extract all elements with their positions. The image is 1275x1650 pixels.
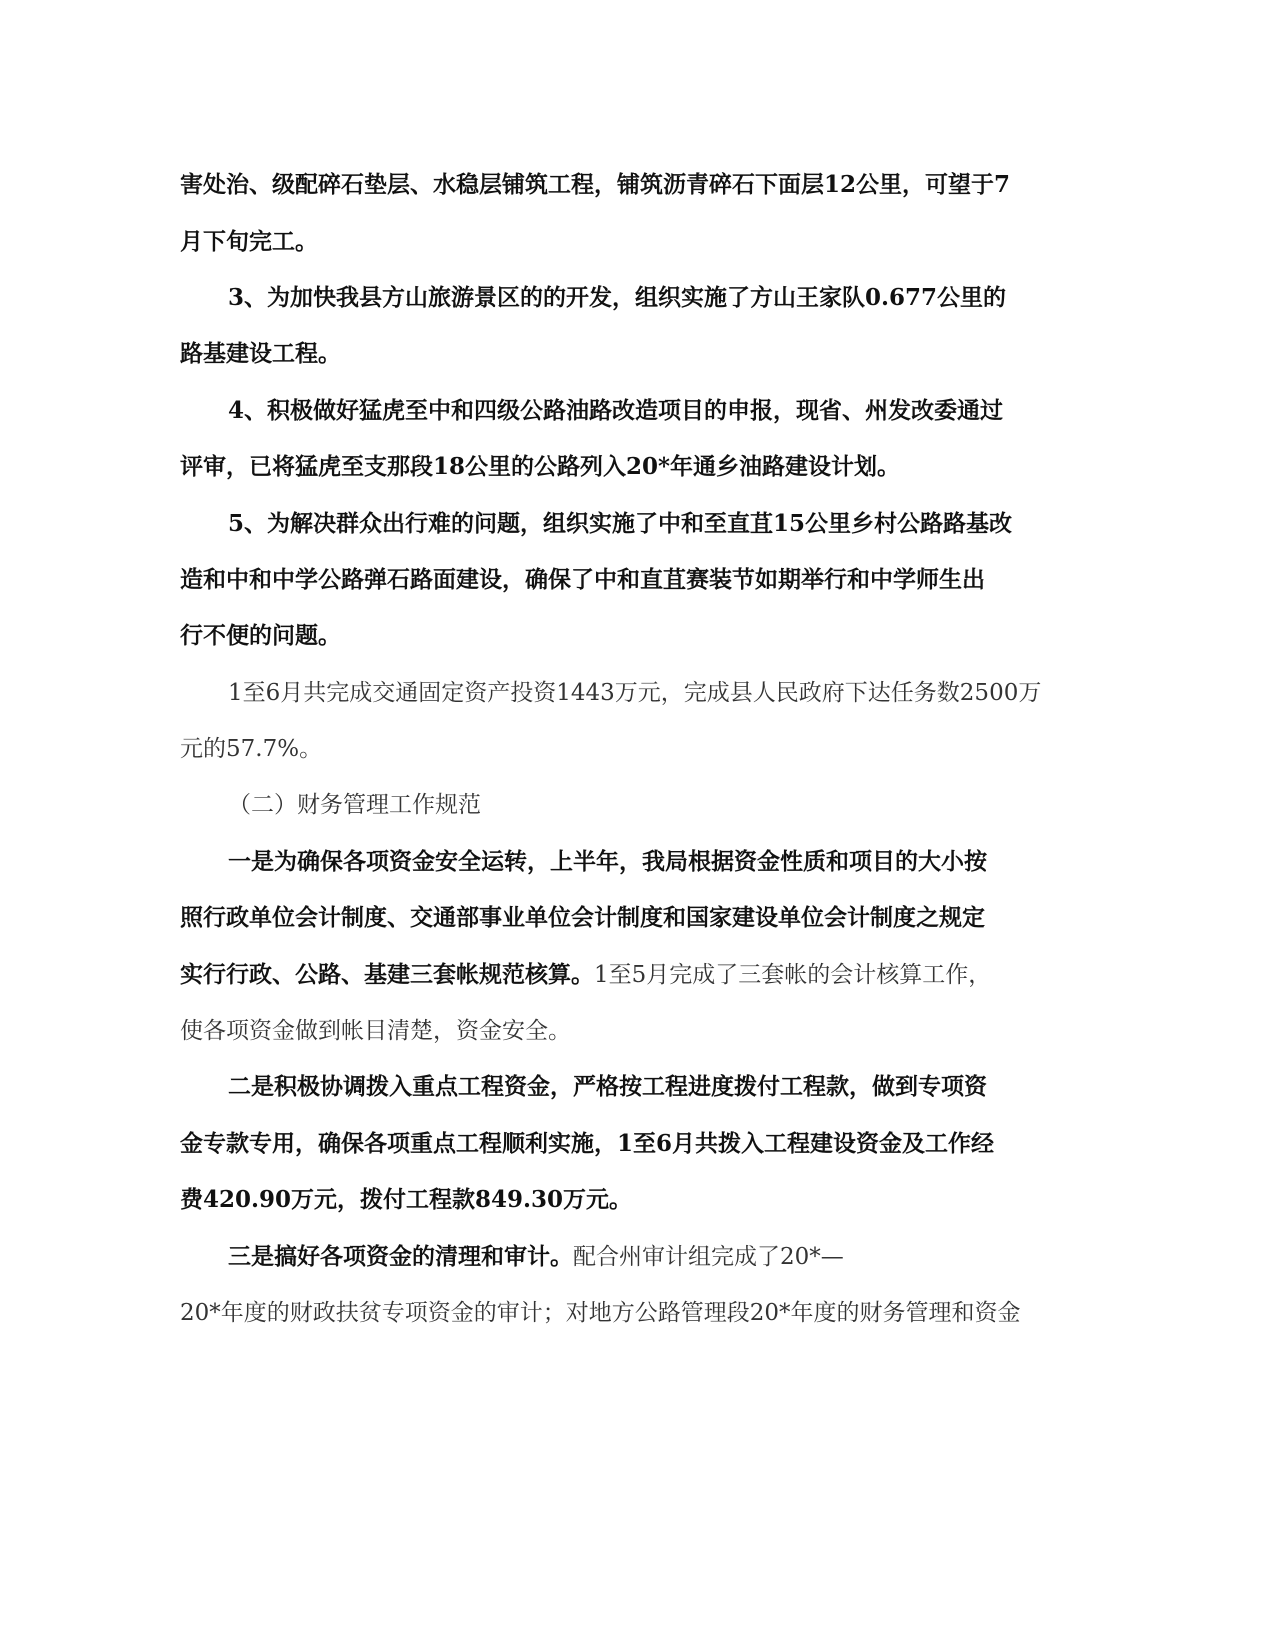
paragraph-line-mixed	[228, 1242, 844, 1272]
light-run: 1至5月完成了三套帐的会计核算工作，	[594, 962, 992, 988]
paragraph-line: 一是为确保各项资金安全运转，上半年，我局根据资金性质和项目的大小按	[228, 848, 987, 875]
light-run: 配合州审计组完成了20*—	[573, 1244, 844, 1270]
paragraph-line: 行不便的问题。	[180, 622, 341, 649]
paragraph-line: 5、为解决群众出行难的问题，组织实施了中和至直苴15公里乡村公路路基改	[228, 510, 1013, 537]
bold-run: 实行行政、公路、基建三套帐规范核算。	[180, 961, 594, 988]
paragraph-line: 1至6月共完成交通固定资产投资1443万元，完成县人民政府下达任务数2500万	[228, 680, 1042, 706]
bold-run: 三是搞好各项资金的清理和审计。	[228, 1243, 573, 1270]
paragraph-line: 月下旬完工。	[180, 228, 318, 255]
paragraph-line: 金专款专用，确保各项重点工程顺利实施，1至6月共拨入工程建设资金及工作经	[180, 1130, 995, 1157]
paragraph-line: 元的57.7%。	[180, 736, 323, 762]
paragraph-line: 害处治、级配碎石垫层、水稳层铺筑工程，铺筑沥青碎石下面层12公里，可望于7	[180, 171, 1011, 198]
paragraph-line: 路基建设工程。	[180, 340, 341, 367]
paragraph-line: 评审，已将猛虎至支那段18公里的公路列入20*年通乡油路建设计划。	[180, 453, 901, 480]
paragraph-line: 二是积极协调拨入重点工程资金，严格按工程进度拨付工程款，做到专项资	[228, 1073, 987, 1100]
paragraph-line: 3、为加快我县方山旅游景区的的开发，组织实施了方山王家队0.677公里的	[228, 284, 1007, 311]
paragraph-line-mixed	[180, 960, 991, 990]
section-heading: （二）财务管理工作规范	[228, 792, 481, 818]
paragraph-line: 使各项资金做到帐目清楚，资金安全。	[180, 1018, 571, 1044]
paragraph-line: 造和中和中学公路弹石路面建设，确保了中和直苴赛装节如期举行和中学师生出	[180, 566, 985, 593]
paragraph-line: 费420.90万元，拨付工程款849.30万元。	[180, 1186, 633, 1213]
paragraph-line: 20*年度的财政扶贫专项资金的审计；对地方公路管理段20*年度的财务管理和资金	[180, 1300, 1021, 1326]
paragraph-line: 4、积极做好猛虎至中和四级公路油路改造项目的申报，现省、州发改委通过	[228, 397, 1004, 424]
paragraph-line: 照行政单位会计制度、交通部事业单位会计制度和国家建设单位会计制度之规定	[180, 904, 985, 931]
